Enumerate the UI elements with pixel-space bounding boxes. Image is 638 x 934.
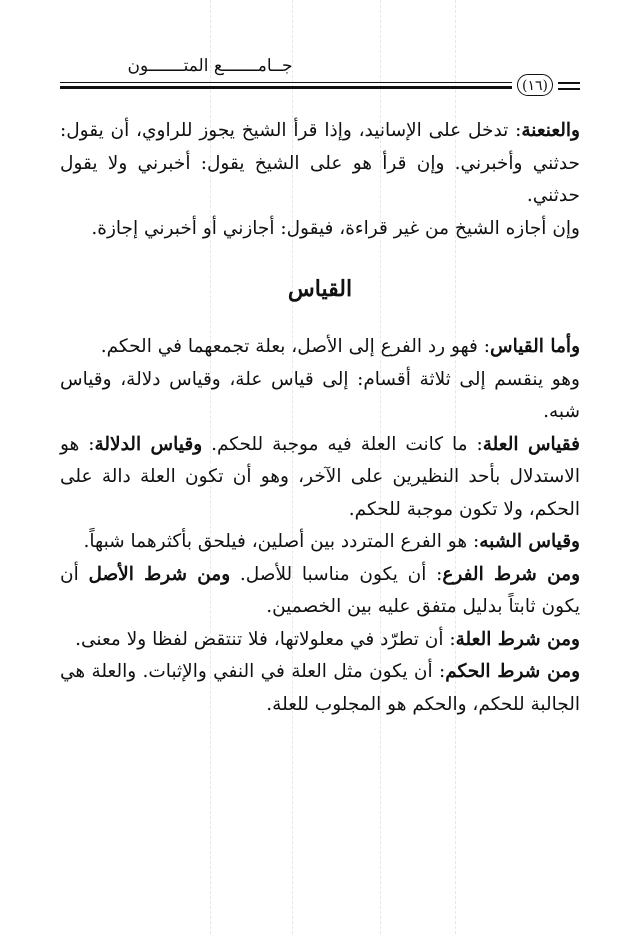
term-qiyas-dalala: وقياس الدلالة [94,433,203,455]
paragraph-text: : أن يكون مثل العلة في النفي والإثبات. والعلة هي الجالبة للحكم، والحكم هو المجلوب للعلة. [60,661,580,715]
paragraph-text: : أن تطرّد في معلولاتها، فلا تنتقض لفظا ولا معنى. [75,628,456,650]
paragraph-anana [60,115,580,213]
paragraph-text: : هو الاستدلال بأحد النظيرين على الآخر، وهو أن تكون العلة دالة على الحكم، ولا تكون موجبة للحكم. [60,433,580,520]
running-title: جــامـــــــع المتـــــــون [127,56,293,76]
paragraph-text: : فهو رد الفرع إلى الأصل، بعلة تجمعهما في الحكم. [100,336,490,357]
paragraph-ijaza [60,213,580,246]
paragraph-text: : تدخل على الإسانيد، وإذا قرأ الشيخ يجوز للراوي، أن يقول: حدثني وأخبرني. وإن قرأ هو على الشيخ يقول: أخبرني ولا يقول حدثني. [60,120,580,206]
term-qiyas-shabah: وقياس الشبه [479,531,580,552]
paragraph-conditions-far-asl [60,559,580,624]
paragraph-text: : أن يكون مناسبا للأصل. [230,563,443,585]
header-rule-thin [60,82,512,83]
section-heading: القياس [287,276,353,302]
paragraph-text: : هو الفرع المتردد بين أصلين، فيلحق بأكثرهما شبهاً. [83,531,480,552]
header-rule-thick [60,86,512,89]
body-text [60,115,580,721]
paragraph-qiyas-illa [60,429,580,527]
paragraph-qiyas-divisions [60,364,580,429]
paragraph-condition-hukm [60,656,580,721]
term-shart-illa: ومن شرط العلة [455,628,580,650]
header-rule-right [558,88,580,90]
term-qiyas: وأما القياس [490,336,580,357]
paragraph-text: وإن أجازه الشيخ من غير قراءة، فيقول: أجازني أو أخبرني إجازة. [91,217,580,239]
paragraph-text: : ما كانت العلة فيه موجبة للحكم. [202,433,483,455]
term-shart-asl: ومن شرط الأصل [88,563,231,585]
paragraph-text: أن يكون ثابتاً بدليل متفق عليه بين الخصمين. [60,563,580,617]
header-rule-right [558,82,580,84]
term-shart-far: ومن شرط الفرع [442,563,580,585]
term-shart-hukm: ومن شرط الحكم [445,661,581,682]
paragraph-text: وهو ينقسم إلى ثلاثة أقسام: إلى قياس علة، وقياس دلالة، وقياس شبه. [60,368,580,422]
paragraph-condition-illa [60,624,580,657]
term-qiyas-illa: فقياس العلة [482,433,580,455]
paragraph-qiyas-shabah [60,526,580,559]
page-number: (١٦) [517,74,553,96]
term-anana: والعنعنة [521,120,580,141]
paragraph-qiyas-definition [60,331,580,364]
